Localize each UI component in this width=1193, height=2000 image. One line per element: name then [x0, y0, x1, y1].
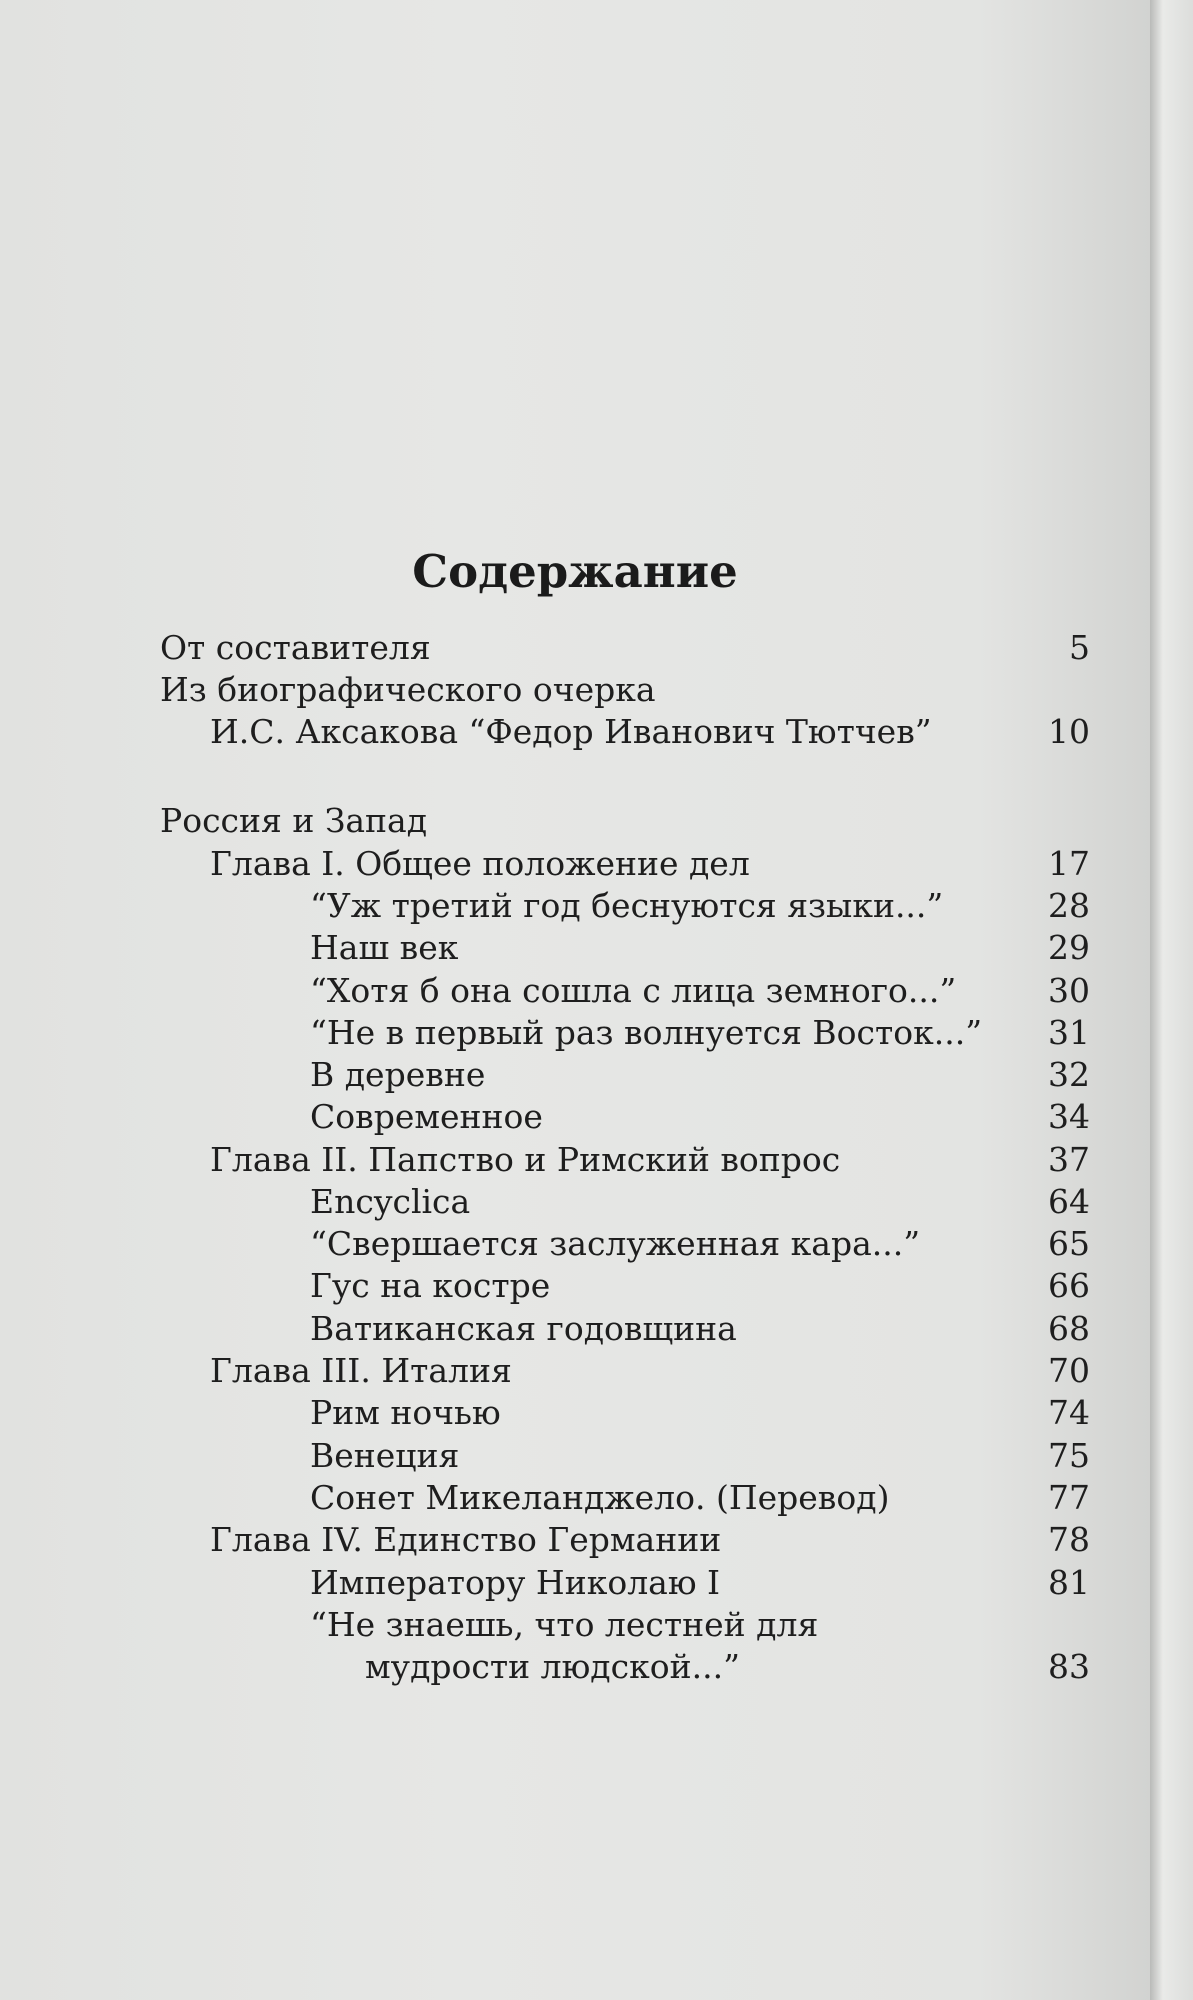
- toc-entry: [0, 1223, 1090, 1265]
- toc-entry-page: 77: [1048, 1478, 1090, 1517]
- toc-entry-page: 75: [1048, 1436, 1090, 1475]
- toc-entry-label: Современное: [310, 1097, 543, 1136]
- toc-entry-page: 5: [1069, 628, 1090, 667]
- toc-entry-label: Глава I. Общее положение дел: [210, 844, 750, 883]
- toc-entry-label: Из биографического очерка: [160, 670, 656, 709]
- toc-entry-page: 34: [1048, 1097, 1090, 1136]
- toc-entry-label: Императору Николаю I: [310, 1563, 721, 1602]
- toc-entry: [0, 1181, 1090, 1223]
- toc-entry-label: Сонет Микеланджело. (Перевод): [310, 1478, 890, 1517]
- toc-entry-label: Глава IV. Единство Германии: [210, 1520, 722, 1559]
- toc-entry: [0, 927, 1090, 969]
- toc-entry-page: 65: [1048, 1224, 1090, 1263]
- toc-entry-page: 31: [1048, 1013, 1090, 1052]
- toc-entry-page: 64: [1048, 1182, 1090, 1221]
- toc-entry-label: “Уж третий год беснуются языки...”: [310, 886, 944, 925]
- toc-entry: [0, 1519, 1090, 1561]
- toc-entry-page: 78: [1048, 1520, 1090, 1559]
- toc-entry-page: 30: [1048, 971, 1090, 1010]
- toc-entry-page: 32: [1048, 1055, 1090, 1094]
- toc-entry: [0, 711, 1090, 753]
- toc-entry-label: Глава III. Италия: [210, 1351, 512, 1390]
- toc-entry: [0, 1096, 1090, 1138]
- toc-entry: [0, 1054, 1090, 1096]
- toc-entry: [0, 669, 1090, 711]
- toc-entry: [0, 1477, 1090, 1519]
- toc-entry-label: От составителя: [160, 628, 431, 667]
- toc-entry-label: Гус на костре: [310, 1266, 551, 1305]
- toc-entry-page: 81: [1048, 1563, 1090, 1602]
- toc-entry: [0, 1308, 1090, 1350]
- toc-entry-label: Россия и Запад: [160, 801, 428, 840]
- toc-entry: [0, 1435, 1090, 1477]
- toc-entry-label: “Не в первый раз волнуется Восток...”: [310, 1013, 983, 1052]
- adjacent-page-edge: [1150, 0, 1193, 2000]
- toc-entry: [0, 885, 1090, 927]
- toc-entry-page: 29: [1048, 928, 1090, 967]
- toc-entry: [0, 1392, 1090, 1434]
- toc-entry-label: “Хотя б она сошла с лица земного...”: [310, 971, 957, 1010]
- toc-entry: [0, 800, 1090, 842]
- toc-entry: [0, 1265, 1090, 1307]
- toc-entry-page: 74: [1048, 1393, 1090, 1432]
- toc-entry-label: Encyclica: [310, 1182, 471, 1221]
- toc-entry-page: 68: [1048, 1309, 1090, 1348]
- toc-entry: [0, 1139, 1090, 1181]
- toc-entry-label: “Не знаешь, что лестней для: [310, 1605, 819, 1644]
- toc-entry: [0, 1604, 1090, 1646]
- toc-entry-label: мудрости людской...”: [365, 1647, 740, 1686]
- toc-entry-label: И.С. Аксакова “Федор Иванович Тютчев”: [210, 712, 932, 751]
- toc-entry: [0, 1012, 1090, 1054]
- toc-entry-page: 17: [1048, 844, 1090, 883]
- toc-entry-label: В деревне: [310, 1055, 486, 1094]
- toc-entry-label: “Свершается заслуженная кара...”: [310, 1224, 921, 1263]
- toc-entry-page: 10: [1048, 712, 1090, 751]
- toc-entry-page: 83: [1048, 1647, 1090, 1686]
- toc-entry: [0, 1562, 1090, 1604]
- toc-entry-page: 70: [1048, 1351, 1090, 1390]
- toc-entry-label: Глава II. Папство и Римский вопрос: [210, 1140, 841, 1179]
- toc-entry: [0, 970, 1090, 1012]
- toc-entry: [0, 1646, 1090, 1688]
- toc-entry: [0, 1350, 1090, 1392]
- page-title: Содержание: [412, 545, 738, 598]
- toc-entry-page: 28: [1048, 886, 1090, 925]
- toc-entry-label: Венеция: [310, 1436, 460, 1475]
- toc-entry-page: 66: [1048, 1266, 1090, 1305]
- toc-entry: [0, 627, 1090, 669]
- toc-entry-page: 37: [1048, 1140, 1090, 1179]
- toc-entry-label: Рим ночью: [310, 1393, 501, 1432]
- toc-entry: [0, 843, 1090, 885]
- toc-entry-label: Ватиканская годовщина: [310, 1309, 737, 1348]
- toc-entry-label: Наш век: [310, 928, 459, 967]
